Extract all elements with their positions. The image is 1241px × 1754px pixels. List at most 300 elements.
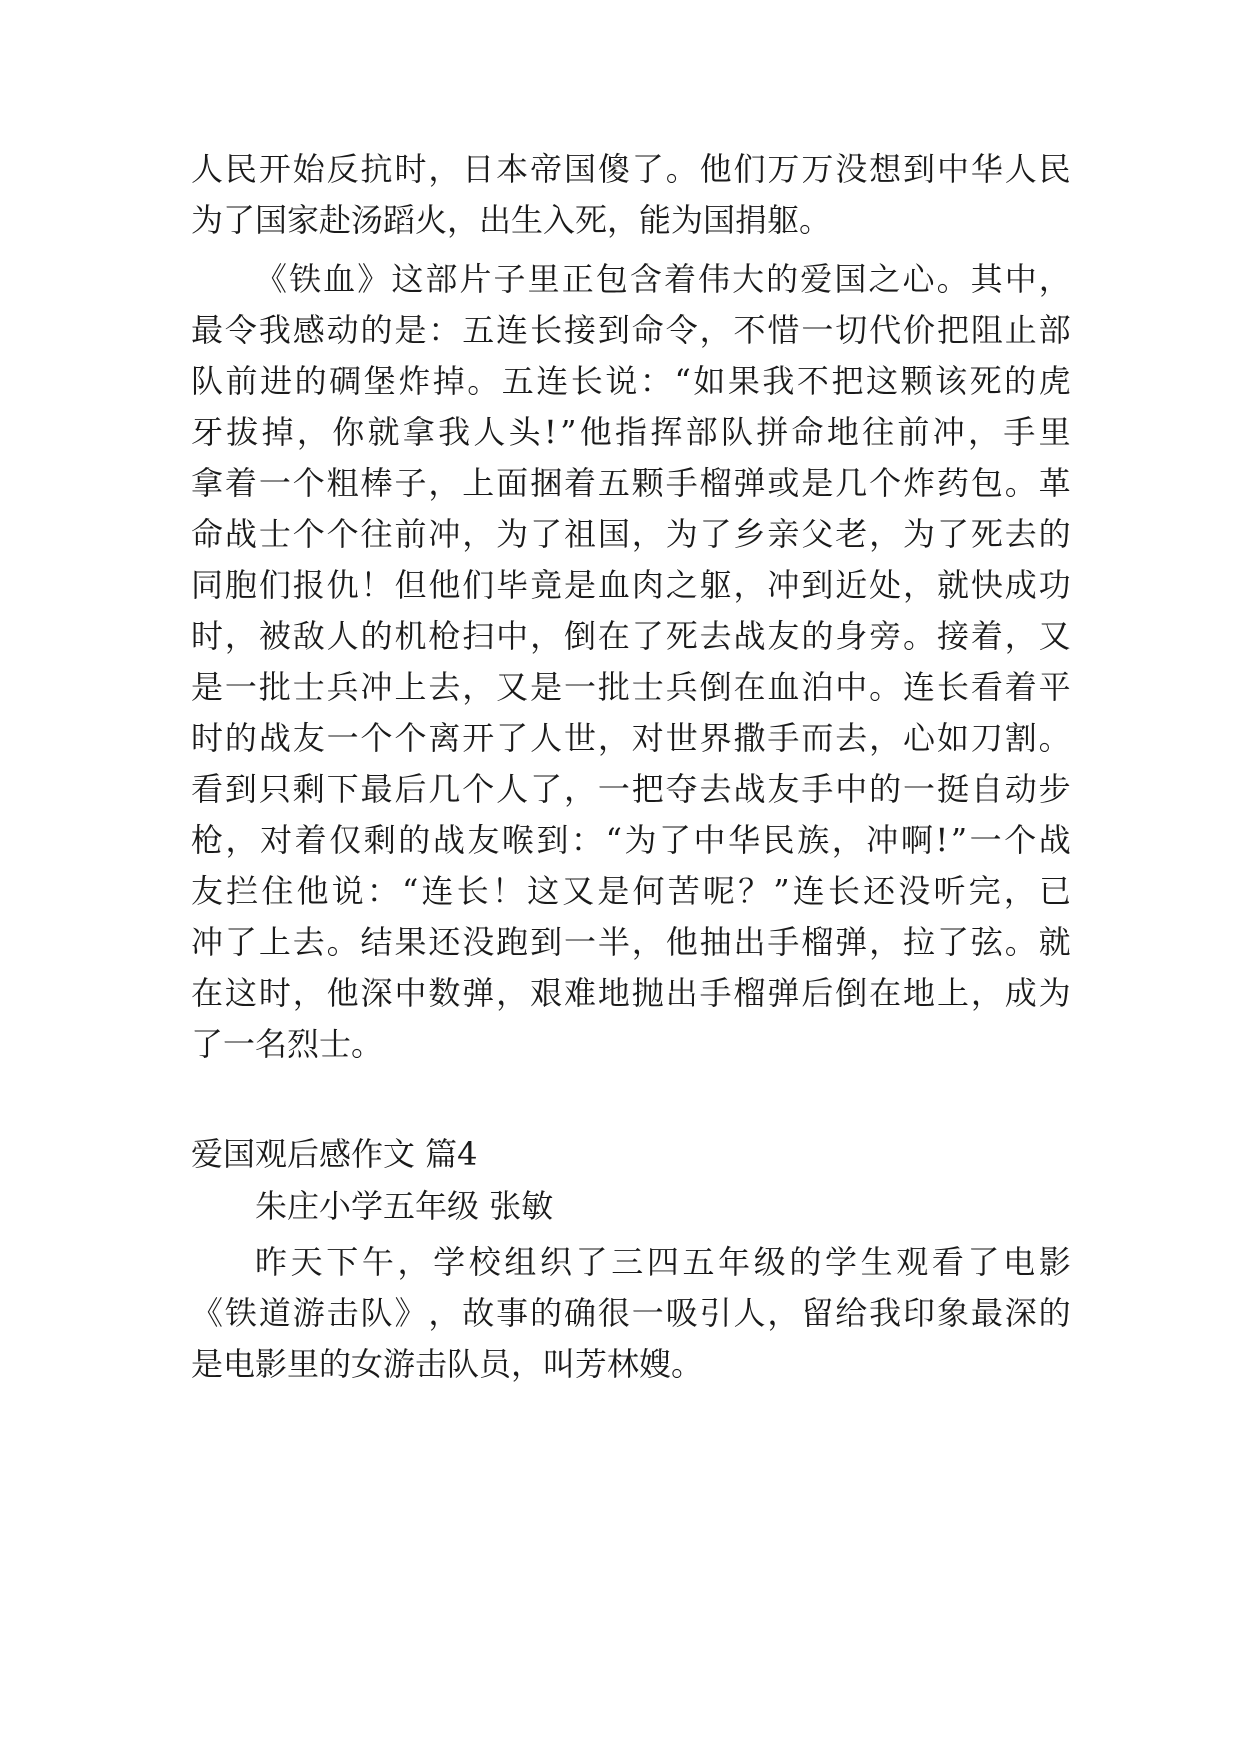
line-character: ， [563,770,596,808]
line-character: 午 [361,1243,394,1281]
line-character: 我 [438,413,471,451]
line-character: 民 [762,821,795,859]
line-character: 冲 [932,413,965,451]
line-character: 仇 [326,566,359,604]
line-character: 去 [292,923,325,961]
line-character: 在 [191,974,224,1012]
line-character: 报 [292,566,325,604]
line-character: 或 [767,464,800,502]
line-character: 地 [903,974,936,1012]
line-character: 拔 [226,413,259,451]
line-character: 故 [462,1294,495,1332]
line-character: 人 [1004,150,1037,188]
line-character: 。 [1038,719,1071,757]
line-character: 长 [570,362,603,400]
line-character: 血 [767,668,800,706]
line-character: 剩 [363,821,396,859]
paragraph-2-line-1 [255,253,1071,305]
line-character: 该 [935,362,968,400]
line-character: 学 [825,1243,858,1281]
line-character: 心 [902,260,935,298]
line-character: 华 [970,150,1003,188]
line-character: 他 [699,150,732,188]
line-character: ， [296,413,329,451]
line-character: 又 [496,668,529,706]
line-character: 手 [699,974,732,1012]
line-character: ： [428,311,461,349]
line-character: 的 [1038,515,1071,553]
line-character: 人 [326,617,359,655]
line-character: 他 [579,413,612,451]
line-character: 弹 [733,464,766,502]
line-character: 万 [767,150,800,188]
line-character: 弹 [767,974,800,1012]
line-character: 击 [326,1294,359,1332]
line-character: 药 [936,464,969,502]
line-character: ， [597,719,630,757]
line-character: 最 [360,770,393,808]
line-character: 队 [720,413,753,451]
line-character: 拼 [756,413,789,451]
line-character: 最 [970,1294,1003,1332]
line-character: 完 [968,872,1001,910]
line-character: 敌 [292,617,325,655]
paragraph-3-line-2 [191,1287,1071,1339]
line-character: 老 [835,515,868,553]
line-character: 印 [903,1294,936,1332]
line-character: ， [530,617,563,655]
line-character: 往 [360,515,393,553]
line-character: 动 [326,311,359,349]
line-character: 级 [753,1243,786,1281]
line-character: 住 [261,872,294,910]
line-character: 对 [260,821,293,859]
line-character: 上 [462,464,495,502]
line-character: 组 [504,1243,537,1281]
line-character: 深 [1004,1294,1037,1332]
line-character: 命 [631,311,664,349]
line-character: 看 [191,770,224,808]
line-character: 虎 [1038,362,1071,400]
line-character: ， [733,566,766,604]
line-character: 冲 [360,668,393,706]
line-character: 。 [467,362,500,400]
line-character: 这 [224,974,257,1012]
line-character: 五 [462,311,495,349]
line-character: 近 [835,566,868,604]
line-character: 机 [394,617,427,655]
line-character: 如 [936,719,969,757]
line-character: 就 [1038,923,1071,961]
line-character: 往 [862,413,895,451]
line-character: 上 [258,923,291,961]
line-character: ， [224,617,257,655]
line-character: 片 [459,260,492,298]
line-character: 连 [496,311,529,349]
line-character: 之 [665,566,698,604]
paragraph-2-line-4 [191,406,1071,458]
line-character: 为 [624,821,657,859]
line-character: 在 [869,974,902,1012]
line-character: 着 [224,464,257,502]
line-character: 没 [462,923,495,961]
line-character: 他 [296,872,329,910]
line-character: 离 [428,719,461,757]
line-character: ： [639,362,672,400]
line-character: 抗 [360,150,393,188]
line-character: 五 [682,1243,715,1281]
line-character: 国 [834,260,867,298]
line-character: 祖 [563,515,596,553]
line-character: 战 [432,821,465,859]
line-character: 正 [561,260,594,298]
line-character: 弦 [970,923,1003,961]
line-character: 事 [496,1294,529,1332]
line-character: 里 [1038,413,1071,451]
line-character: 去 [428,668,461,706]
line-character: 着 [663,260,696,298]
line-character: 还 [863,872,896,910]
line-character: “ [674,362,691,400]
line-character: 阻 [970,311,1003,349]
line-character: 步 [1038,770,1071,808]
line-character: 人 [473,413,506,451]
line-character: ？ [738,872,771,910]
line-character: 想 [869,150,902,188]
line-character: 平 [1038,668,1071,706]
line-character: 冲 [866,821,899,859]
line-character: 人 [733,1294,766,1332]
line-character: 手 [767,923,800,961]
line-character: 上 [394,668,427,706]
line-character: 兵 [665,668,698,706]
line-character: 开 [258,150,291,188]
line-character: 一 [597,770,630,808]
line-character: 接 [936,617,969,655]
line-character: 处 [869,566,902,604]
line-character: 世 [665,719,698,757]
line-character: 亲 [767,515,800,553]
line-character: 快 [970,566,1003,604]
line-character: 天 [290,1243,323,1281]
line-character: 价 [903,311,936,349]
line-character: 难 [563,974,596,1012]
line-character: 对 [631,719,664,757]
line-character: 子 [493,260,526,298]
line-character: 部 [425,260,458,298]
paragraph-1-line-1 [191,143,1071,195]
line-character: 夺 [665,770,698,808]
line-character: 很 [597,1294,630,1332]
line-character: 剩 [292,770,325,808]
line-character: 出 [733,923,766,961]
line-character: 了 [659,821,692,859]
line-character: 是 [801,464,834,502]
line-character: 果 [394,923,427,961]
line-character: 是 [530,668,563,706]
line-character: ， [1003,872,1036,910]
line-character: 时 [191,617,224,655]
paragraph-2-line-13 [191,865,1071,917]
line-character: 中 [1004,260,1037,298]
line-character: 长 [456,872,489,910]
line-character: 了 [631,150,664,188]
line-character: 人 [191,150,224,188]
line-character: 士 [631,668,664,706]
line-character: 。 [665,150,698,188]
line-character: 队 [360,1294,393,1332]
paragraph-2-line-6 [191,508,1071,560]
line-character: 《 [191,1294,224,1332]
line-character: 地 [826,413,859,451]
line-character: 泊 [801,668,834,706]
line-character: 上 [936,974,969,1012]
line-character: 友 [292,719,325,757]
line-character: ， [831,821,864,859]
line-character: 》 [394,1294,427,1332]
line-character: ： [366,872,399,910]
line-character: 不 [796,362,829,400]
line-character: 冲 [191,923,224,961]
line-character: 功 [1038,566,1071,604]
line-character: 这 [527,872,560,910]
author-line: 朱庄小学五年级 张敏 [255,1187,554,1225]
line-character: 面 [496,464,529,502]
line-character: 着 [1004,668,1037,706]
line-character: 到 [536,821,569,859]
line-character: ” [950,821,968,859]
line-character: 长 [827,872,860,910]
paragraph-2-line-16: 了一名烈士。 [191,1025,384,1063]
line-character: ， [767,1294,800,1332]
line-character: 胞 [224,566,257,604]
line-character: 扫 [462,617,495,655]
line-character: 到 [530,923,563,961]
line-character: 。 [869,668,902,706]
line-character: 。 [1004,464,1037,502]
paragraph-2-line-10 [191,712,1071,764]
line-character: 中 [394,974,427,1012]
line-character: 不 [733,311,766,349]
line-character: ， [1038,260,1071,298]
line-character: 一 [903,770,936,808]
line-character: 着 [563,464,596,502]
line-character: 肉 [631,566,664,604]
line-character: 了 [936,923,969,961]
line-character: 惜 [767,311,800,349]
line-character: 的 [1004,362,1037,400]
line-character: 时 [258,974,291,1012]
line-character: 下 [326,770,359,808]
line-character: ， [968,413,1001,451]
line-character: 的 [766,260,799,298]
line-character: 战 [733,770,766,808]
line-character: 看 [970,668,1003,706]
paragraph-2-line-12 [191,814,1071,866]
paragraph-2-line-11 [191,763,1071,815]
line-character: 但 [394,566,427,604]
line-character: 时 [394,150,427,188]
line-character: ， [631,923,664,961]
line-character: 拉 [903,923,936,961]
line-character: 铁 [224,1294,257,1332]
line-character: 华 [728,821,761,859]
line-character: 枪 [191,821,224,859]
line-character: 死 [970,515,1003,553]
line-character: 中 [936,150,969,188]
line-character: 引 [699,1294,732,1332]
line-character: 中 [496,617,529,655]
line-character: 三 [611,1243,644,1281]
line-character: 吸 [665,1294,698,1332]
line-character: ， [428,150,461,188]
line-character: ， [462,668,495,706]
line-character: 拿 [191,464,224,502]
line-character: ， [428,1294,461,1332]
line-character: 含 [629,260,662,298]
line-character: 一 [801,311,834,349]
line-character: 旁 [869,617,902,655]
line-character: 《 [255,260,288,298]
line-character: 抛 [631,974,664,1012]
line-character: ， [903,566,936,604]
line-character: 切 [835,311,868,349]
line-character: 了 [530,515,563,553]
line-character: 一 [563,668,596,706]
line-character: 。 [903,617,936,655]
line-character: 我 [762,362,795,400]
line-character: 就 [936,566,969,604]
line-character: 观 [896,1243,929,1281]
line-character: 前 [394,515,427,553]
line-character: ： [571,821,604,859]
line-character: 连 [903,668,936,706]
line-character: 冲 [767,566,800,604]
line-character: 到 [801,566,834,604]
line-character: 还 [428,923,461,961]
line-character: 一 [631,1294,664,1332]
line-character: 到 [597,311,630,349]
line-character: 啊 [900,821,933,859]
line-character: 批 [597,668,630,706]
line-character: 粗 [326,464,359,502]
line-character: ， [1004,617,1037,655]
line-character: 挺 [936,770,969,808]
line-character: 个 [292,464,325,502]
line-character: 国 [597,515,630,553]
line-character: 友 [767,617,800,655]
line-character: 艰 [530,974,563,1012]
line-character: 子 [394,464,427,502]
line-character: 在 [733,668,766,706]
paragraph-2-line-9 [191,661,1071,713]
line-character: 看 [931,1243,964,1281]
line-character: 是 [191,668,224,706]
line-character: 的 [294,362,327,400]
line-character: 这 [391,260,424,298]
line-character: ” [560,413,577,451]
line-character: 爱 [800,260,833,298]
line-character: 个 [360,719,393,757]
line-character: 没 [835,150,868,188]
line-character: 昨 [255,1243,288,1281]
line-character: 心 [903,719,936,757]
line-character: 民 [1038,150,1071,188]
line-character: 榴 [801,923,834,961]
line-character: 指 [615,413,648,451]
line-character: 伟 [698,260,731,298]
paragraph-2-line-5 [191,457,1071,509]
line-character: ！ [360,566,393,604]
line-character: 帝 [530,150,563,188]
paragraph-2-line-14 [191,916,1071,968]
line-character: 是 [563,566,596,604]
line-character: 。 [326,923,359,961]
line-character: 死 [969,362,1002,400]
line-character: 倒 [835,974,868,1012]
line-character: ! [935,821,949,859]
line-character: 们 [733,150,766,188]
line-character: 仅 [329,821,362,859]
line-character: 刀 [970,719,1003,757]
line-character: 前 [897,413,930,451]
line-character: 长 [936,668,969,706]
line-character: 自 [970,770,1003,808]
line-character: 死 [665,617,698,655]
line-character: 拦 [226,872,259,910]
line-character: ， [462,515,495,553]
line-character: 弹 [835,923,868,961]
line-character: 》 [357,260,390,298]
line-character: 身 [835,617,868,655]
line-character: 开 [462,719,495,757]
line-character: 掉 [261,413,294,451]
line-character: 在 [597,617,630,655]
line-character: 倒 [563,617,596,655]
line-character: 年 [718,1243,751,1281]
line-character: ， [496,974,529,1012]
line-character: 部 [685,413,718,451]
paragraph-3-line-3: 是电影里的女游击队员，叫芳林嫂。 [191,1345,704,1383]
line-character: 时 [191,719,224,757]
line-character: 人 [496,770,529,808]
line-character: 中 [835,668,868,706]
line-character: ， [970,974,1003,1012]
line-character: 校 [468,1243,501,1281]
line-character: 世 [563,719,596,757]
line-character: 始 [292,150,325,188]
line-character: 友 [767,770,800,808]
line-character: 最 [191,311,224,349]
line-character: 命 [791,413,824,451]
line-character: 大 [732,260,765,298]
line-character: ! [543,413,557,451]
line-character: 令 [665,311,698,349]
line-character: 战 [258,719,291,757]
line-character: 个 [462,770,495,808]
line-character: 一 [563,923,596,961]
line-character: 毕 [496,566,529,604]
line-character: 日 [462,150,495,188]
line-character: 批 [258,668,291,706]
line-character: 其 [970,260,1003,298]
line-character: 掉 [432,362,465,400]
line-character: ， [397,1243,430,1281]
line-character: 了 [936,515,969,553]
line-character: ， [428,464,461,502]
line-character: 个 [326,515,359,553]
line-character: 到 [224,770,257,808]
